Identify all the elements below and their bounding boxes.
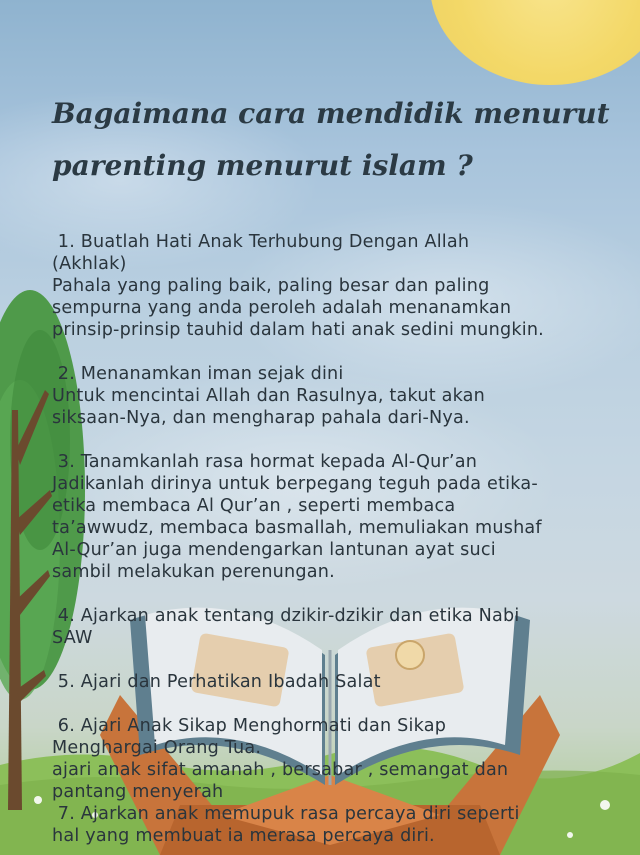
title-line-1: Bagaimana cara mendidik menurut	[52, 97, 610, 130]
section-1	[52, 231, 627, 341]
section-text: ajari anak sifat amanah , bersabar , semangat dan pantang menyerah	[52, 760, 509, 802]
section-4	[52, 605, 627, 649]
section-heading: 2. Menanamkan iman sejak dini	[52, 364, 344, 384]
section-2	[52, 363, 627, 429]
section-text: Pahala yang paling baik, paling besar dan paling sempurna yang anda peroleh adalah menanamkan prinsip-prinsip tauhid dalam hati anak sedini mungkin.	[52, 276, 544, 340]
section-6	[52, 715, 627, 803]
title-line-2: parenting menurut islam ?	[52, 149, 473, 182]
section-text: Untuk mencintai Allah dan Rasulnya, takut akan siksaan-Nya, dan mengharap pahala dari-Nya.	[52, 386, 485, 428]
section-text: Jadikanlah dirinya untuk berpegang teguh pada etika- etika membaca Al Qur’an , seperti membaca ta’awwudz, membaca basmallah, memuliakan mushaf Al-Qur’an juga mendengarkan lantunan ayat suci sambil melakukan perenungan.	[52, 474, 542, 582]
section-heading: 6. Ajari Anak Sikap Menghormati dan Sikap Menghargai Orang Tua.	[52, 716, 447, 758]
section-heading: 1. Buatlah Hati Anak Terhubung Dengan Allah (Akhlak)	[52, 232, 470, 274]
section-3	[52, 451, 627, 583]
section-7	[52, 803, 627, 847]
section-5	[52, 671, 627, 693]
section-heading: 5. Ajari dan Perhatikan Ibadah Salat	[52, 672, 381, 692]
page-title	[52, 88, 612, 192]
section-heading: 3. Tanamkanlah rasa hormat kepada Al-Qur’an	[52, 452, 478, 472]
content-body	[52, 231, 627, 847]
section-heading: 7. Ajarkan anak memupuk rasa percaya diri seperti hal yang membuat ia merasa percaya diri.	[52, 804, 520, 846]
section-heading: 4. Ajarkan anak tentang dzikir-dzikir dan etika Nabi SAW	[52, 606, 520, 648]
